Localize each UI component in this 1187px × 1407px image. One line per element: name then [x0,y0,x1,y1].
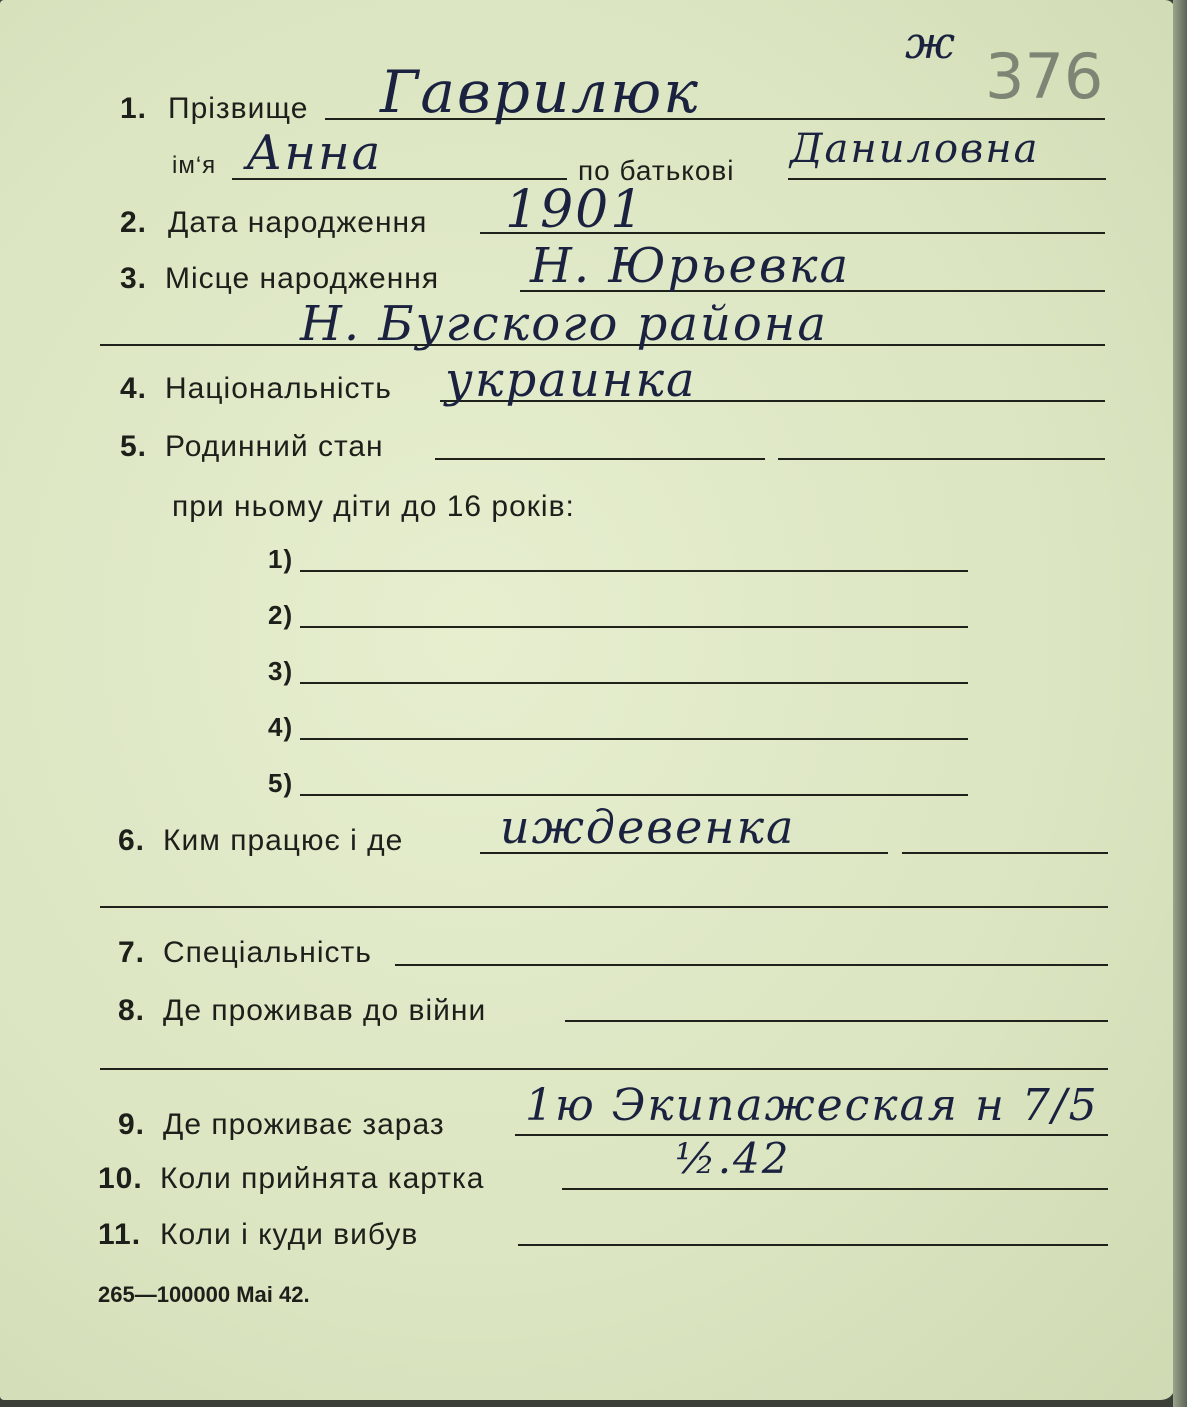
current-line [515,1134,1108,1136]
field-3-number: 3. [120,262,148,295]
child-2-line [300,626,968,628]
pencil-number: 376 [985,40,1104,113]
print-code: 265—100000 Mai 42. [98,1282,310,1307]
birth-place-value: Н. Юрьевка [530,238,851,294]
marital-line-b [778,458,1105,460]
children-label: при ньому діти до 16 років: [172,490,575,523]
child-4-line [300,738,968,740]
patronymic-value: Даниловна [790,126,1040,172]
left-label: Коли і куди вибув [160,1218,419,1251]
nationality-label: Національність [165,372,392,405]
speciality-line [395,964,1108,966]
field-11-number: 11. [98,1218,142,1251]
work-line-2 [100,906,1108,908]
field-2-number: 2. [120,206,148,239]
field-10-number: 10. [98,1162,143,1195]
name-value: Анна [246,125,383,181]
marital-line-a [435,458,765,460]
name-label: ім‘я [172,152,217,179]
accepted-value: ½.42 [675,1134,791,1183]
birth-date-label: Дата народження [168,206,428,239]
child-5-line [300,794,968,796]
accepted-label: Коли прийнята картка [160,1162,485,1195]
birth-place-label: Місце народження [165,262,440,295]
child-1-line [300,570,968,572]
patronymic-line [788,178,1106,180]
child-5-number: 5) [268,768,294,798]
child-3-number: 3) [268,656,294,686]
work-line-b [902,852,1108,854]
corner-mark: ж [905,18,958,69]
speciality-label: Спеціальність [163,936,372,969]
child-2-number: 2) [268,600,294,630]
prewar-line-2 [100,1068,1108,1070]
left-line [518,1244,1108,1246]
child-3-line [300,682,968,684]
patronymic-label: по батькові [578,155,735,186]
surname-value: Гаврилюк [380,58,700,126]
field-4-number: 4. [120,372,148,405]
nationality-value: украинка [445,352,697,408]
field-1-number: 1. [120,92,148,125]
accepted-line [562,1188,1108,1190]
birth-date-value: 1901 [505,180,646,240]
field-7-number: 7. [118,936,146,969]
child-4-number: 4) [268,712,294,742]
current-label: Де проживає зараз [163,1108,445,1141]
paper-edge-shadow [1173,0,1187,1407]
work-label: Ким працює і де [163,824,404,857]
prewar-line [565,1020,1108,1022]
prewar-label: Де проживав до війни [163,994,487,1027]
birth-place-value-2: Н. Бугского района [300,296,828,352]
field-9-number: 9. [118,1108,146,1141]
work-value: иждевенка [500,800,796,854]
surname-label: Прізвище [168,92,309,125]
current-value: 1ю Экипажеская н 7/5 [525,1080,1099,1131]
field-8-number: 8. [118,994,146,1027]
marital-label: Родинний стан [165,430,384,463]
field-6-number: 6. [118,824,146,857]
child-1-number: 1) [268,544,294,574]
field-5-number: 5. [120,430,148,463]
